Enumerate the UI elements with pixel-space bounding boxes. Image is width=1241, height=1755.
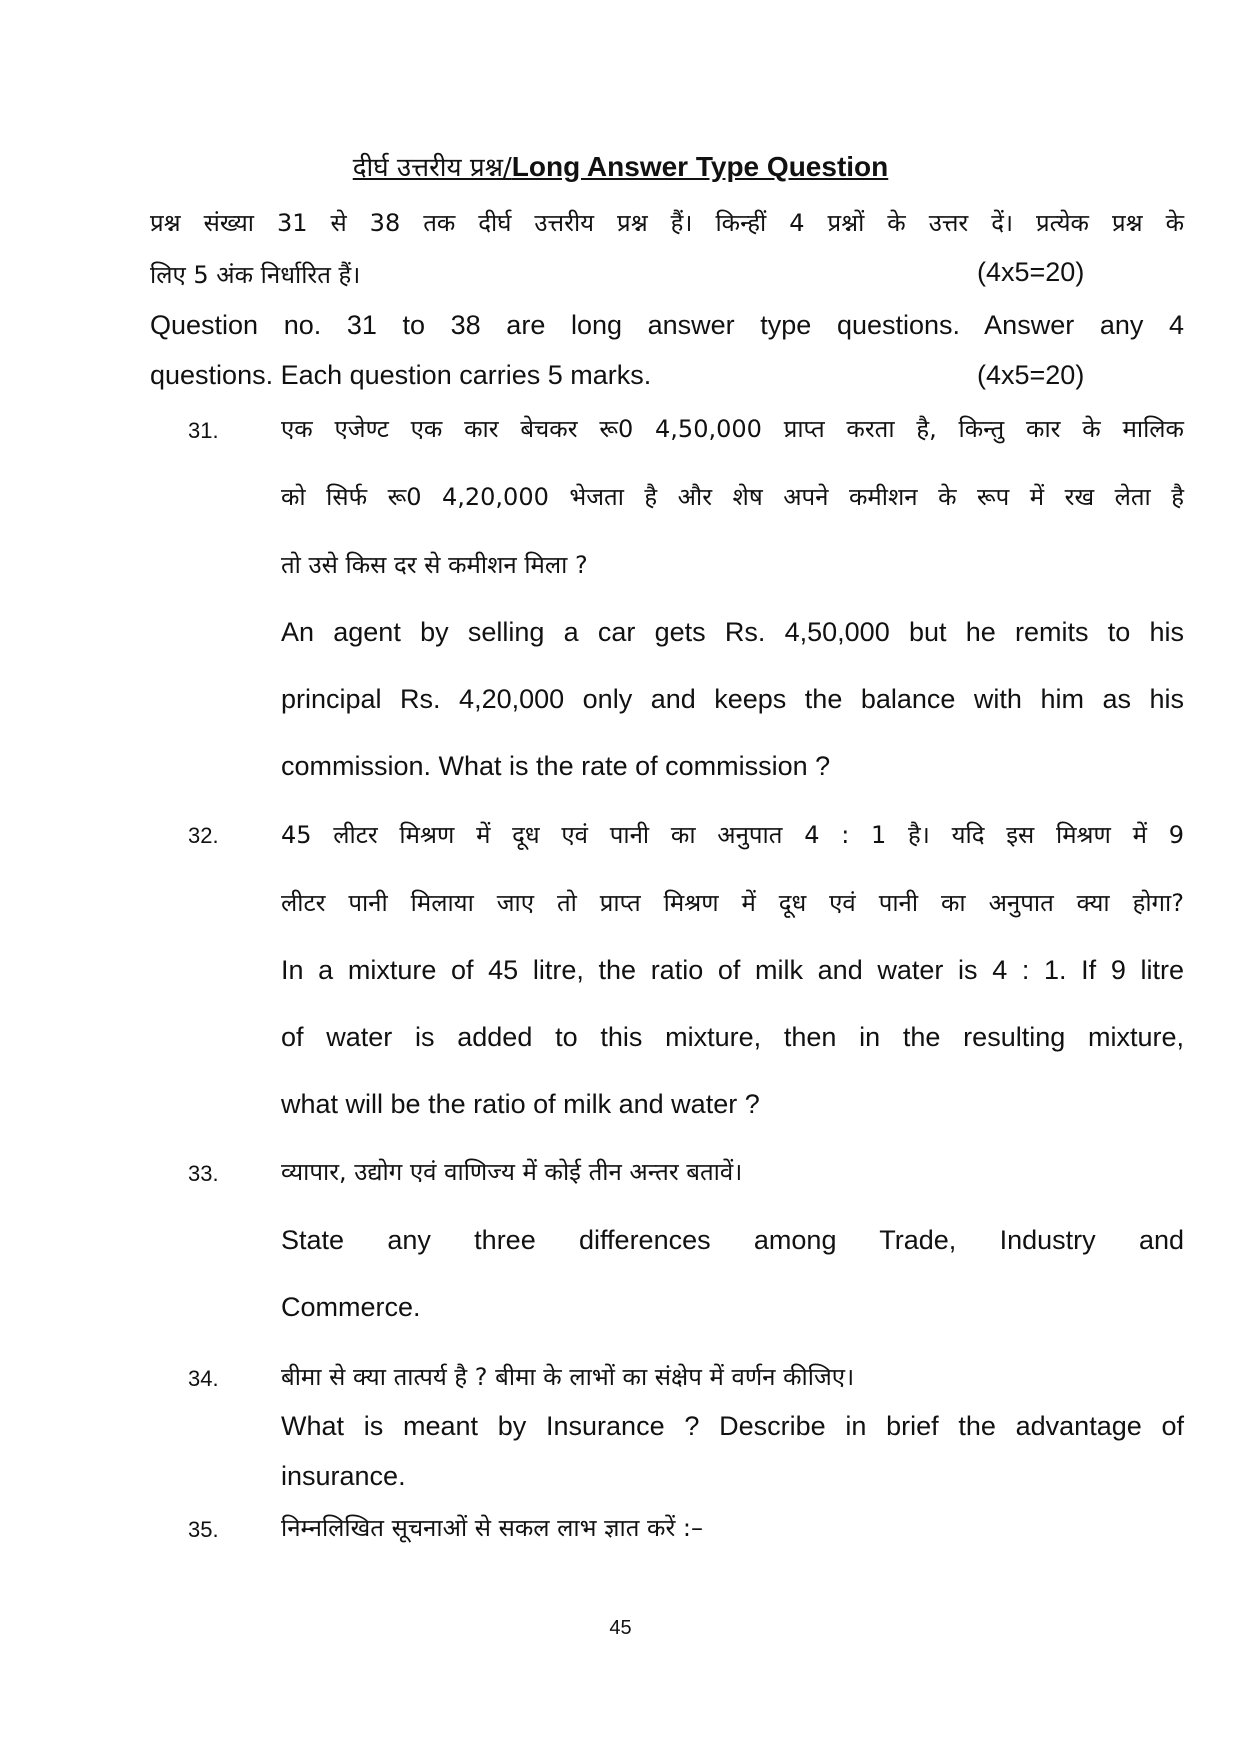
question-number: 32. [188, 823, 219, 848]
heading-hindi: दीर्घ उत्तरीय प्रश्न [352, 153, 504, 183]
question-hindi-line: तो उसे किस दर से कमीशन मिला ? [281, 551, 588, 579]
question-english-line: What is meant by Insurance ? Describe in brief the advantage of [281, 1411, 1184, 1441]
question-hindi-line: बीमा से क्या तात्पर्य है ? बीमा के लाभों का संक्षेप में वर्णन कीजिए। [281, 1363, 855, 1391]
question-hindi-line: व्यापार, उद्योग एवं वाणिज्य में कोई तीन अन्तर बतावें। [281, 1158, 743, 1186]
instructions-hindi-line1: प्रश्न संख्या 31 से 38 तक दीर्घ उत्तरीय प्रश्न हैं। किन्हीं 4 प्रश्नों के उत्तर दें। प्रत्येक प्रश्न के [150, 209, 1184, 237]
question-number: 34. [188, 1366, 219, 1391]
instructions-english-line2: questions. Each question carries 5 marks. [150, 360, 652, 390]
instructions-english-marks: (4x5=20) [977, 360, 1085, 390]
question-english-line: what will be the ratio of milk and water ? [281, 1089, 760, 1119]
question-hindi-line: लीटर पानी मिलाया जाए तो प्राप्त मिश्रण में दूध एवं पानी का अनुपात क्या होगा? [281, 889, 1184, 917]
instructions-hindi-line2: लिए 5 अंक निर्धारित हैं। [150, 261, 361, 289]
question-english-line: principal Rs. 4,20,000 only and keeps the balance with him as his [281, 684, 1184, 714]
heading-separator: / [503, 153, 512, 183]
question-hindi-line: 45 लीटर मिश्रण में दूध एवं पानी का अनुपात 4 : 1 है। यदि इस मिश्रण में 9 [281, 821, 1184, 849]
question-hindi-line: को सिर्फ रू0 4,20,000 भेजता है और शेष अपने कमीशन के रूप में रख लेता है [281, 483, 1184, 511]
instructions-english-line1: Question no. 31 to 38 are long answer type questions. Answer any 4 [150, 310, 1184, 340]
question-number: 33. [188, 1161, 219, 1186]
question-english-line: An agent by selling a car gets Rs. 4,50,000 but he remits to his [281, 617, 1184, 647]
question-hindi-line: एक एजेण्ट एक कार बेचकर रू0 4,50,000 प्राप्त करता है, किन्तु कार के मालिक [281, 415, 1184, 443]
question-english-line: In a mixture of 45 litre, the ratio of milk and water is 4 : 1. If 9 litre [281, 955, 1184, 985]
question-english-line: State any three differences among Trade, Industry and [281, 1225, 1184, 1255]
question-number: 35. [188, 1517, 219, 1542]
question-english-line: commission. What is the rate of commission ? [281, 751, 831, 781]
instructions-hindi-marks: (4x5=20) [977, 257, 1085, 287]
question-english-line: of water is added to this mixture, then in the resulting mixture, [281, 1022, 1184, 1052]
page-number: 45 [609, 1617, 632, 1639]
question-number: 31. [188, 418, 219, 443]
heading-english: Long Answer Type Question [511, 151, 889, 182]
question-english-line: Commerce. [281, 1292, 421, 1322]
question-hindi-line: निम्नलिखित सूचनाओं से सकल लाभ ज्ञात करें :– [281, 1514, 704, 1542]
section-heading [0, 148, 1241, 184]
question-english-line: insurance. [281, 1461, 406, 1491]
